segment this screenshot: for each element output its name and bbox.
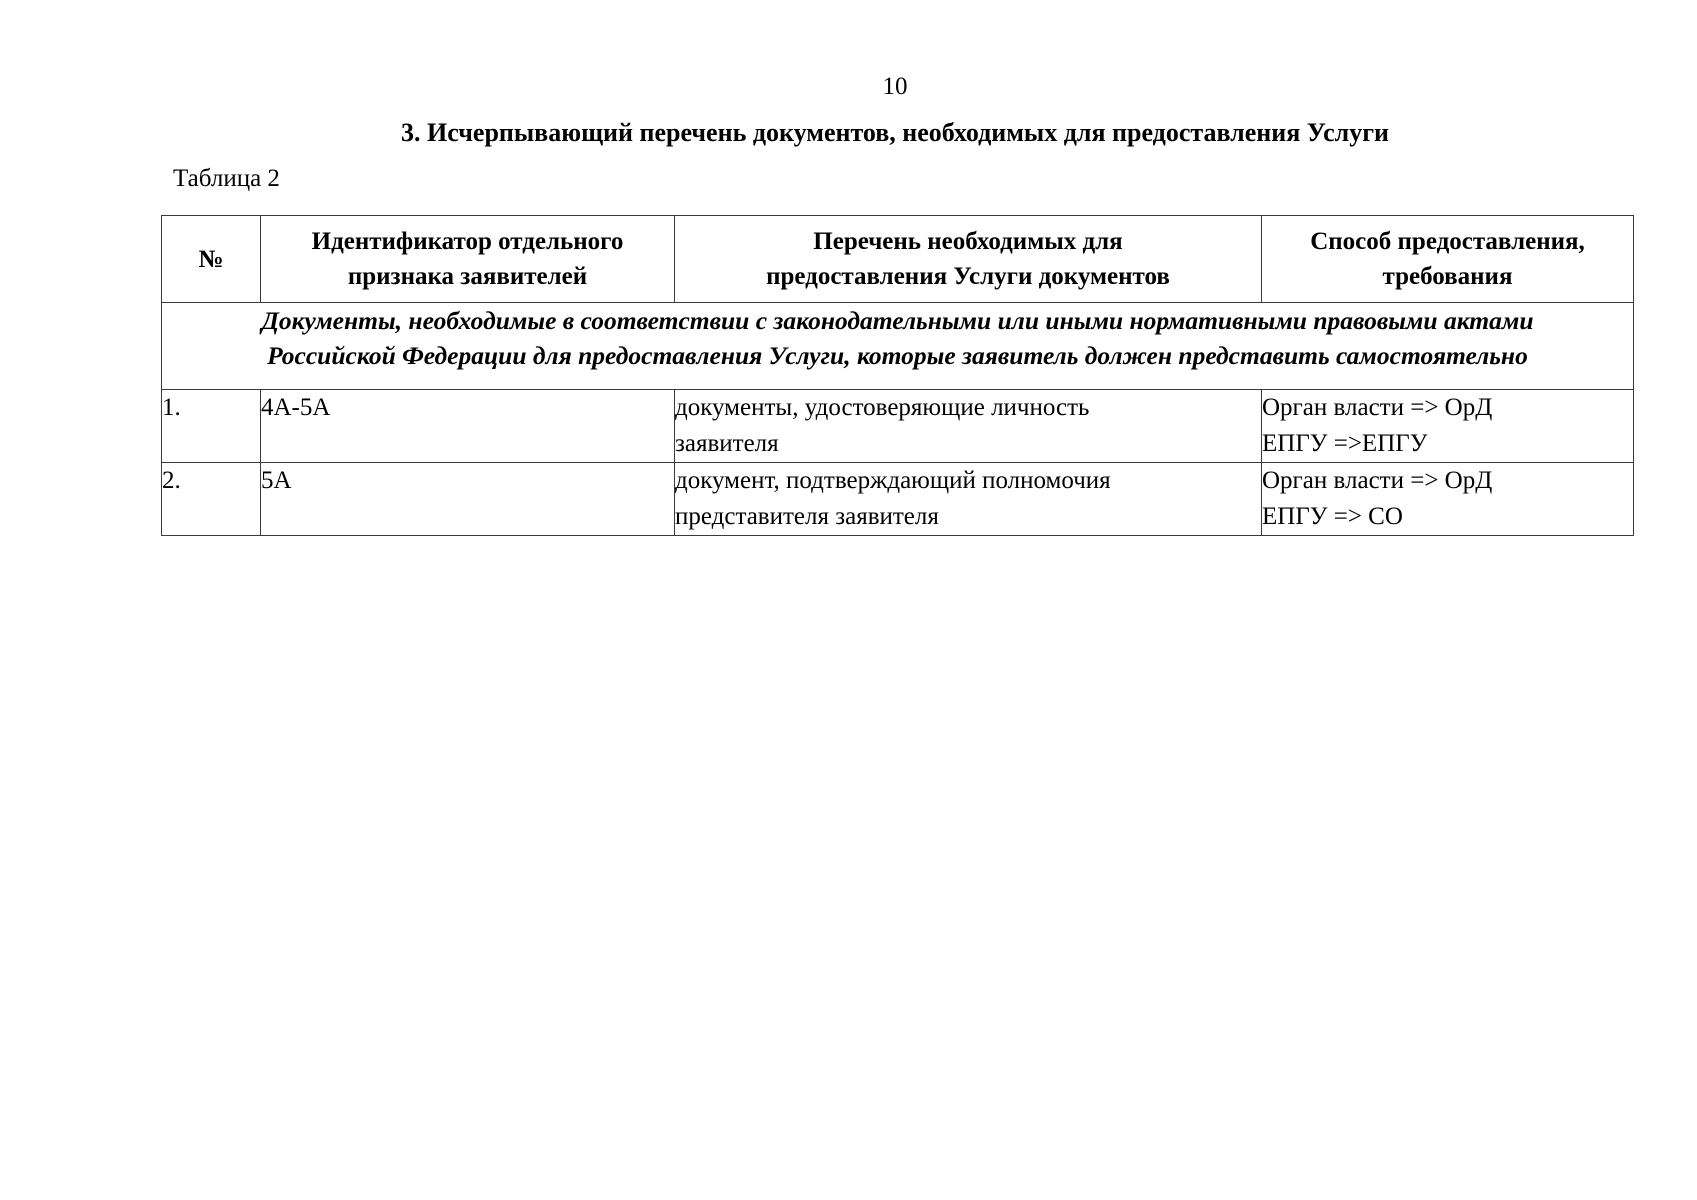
row-documents-line-1: документы, удостоверяющие личность <box>675 394 1090 421</box>
row-method-cell <box>1262 463 1634 536</box>
header-documents-line-1: Перечень необходимых для <box>813 228 1123 255</box>
header-identifier-line-2: признака заявителей <box>347 263 588 290</box>
table-row <box>162 463 1634 536</box>
row-documents-cell <box>675 390 1262 463</box>
documents-table <box>161 215 1634 536</box>
header-method <box>1262 216 1634 303</box>
row-method-line-2: ЕПГУ => СО <box>1262 503 1403 530</box>
group-title-line-1: Документы, необходимые в соответствии с законодательными или иными нормативными правовыми актами <box>261 306 1534 335</box>
header-identifier <box>261 216 675 303</box>
row-identifier-cell: 5А <box>261 463 675 536</box>
group-title-cell <box>162 303 1634 390</box>
header-method-line-2: требования <box>1382 263 1513 290</box>
header-number <box>162 216 261 303</box>
header-identifier-line-1: Идентификатор отдельного <box>311 228 624 255</box>
page-number: 10 <box>882 73 908 100</box>
row-documents-line-1: документ, подтверждающий полномочия <box>675 467 1111 494</box>
table-row <box>162 390 1634 463</box>
row-method-line-1: Орган власти => ОрД <box>1262 467 1493 494</box>
section-title: 3. Исчерпывающий перечень документов, необходимых для предоставления Услуги <box>401 118 1389 147</box>
row-method-line-2: ЕПГУ =>ЕПГУ <box>1262 430 1428 457</box>
row-number-cell: 1. <box>162 390 261 463</box>
row-method-line-1: Орган власти => ОрД <box>1262 394 1493 421</box>
row-documents-line-2: представителя заявителя <box>675 503 939 530</box>
table-caption: Таблица 2 <box>173 165 280 192</box>
row-identifier-cell: 4А-5А <box>261 390 675 463</box>
row-documents-cell <box>675 463 1262 536</box>
header-method-line-1: Способ предоставления, <box>1310 228 1585 255</box>
row-method-cell <box>1262 390 1634 463</box>
row-number-cell: 2. <box>162 463 261 536</box>
row-documents-line-2: заявителя <box>675 430 779 457</box>
group-row <box>162 303 1634 390</box>
header-documents <box>675 216 1262 303</box>
header-number-label: № <box>198 245 224 273</box>
table-header-row <box>162 216 1634 303</box>
group-title-line-2: Российской Федерации для предоставления Услуги, которые заявитель должен представить самостоятельно <box>267 341 1528 370</box>
header-documents-line-2: предоставления Услуги документов <box>766 263 1170 290</box>
